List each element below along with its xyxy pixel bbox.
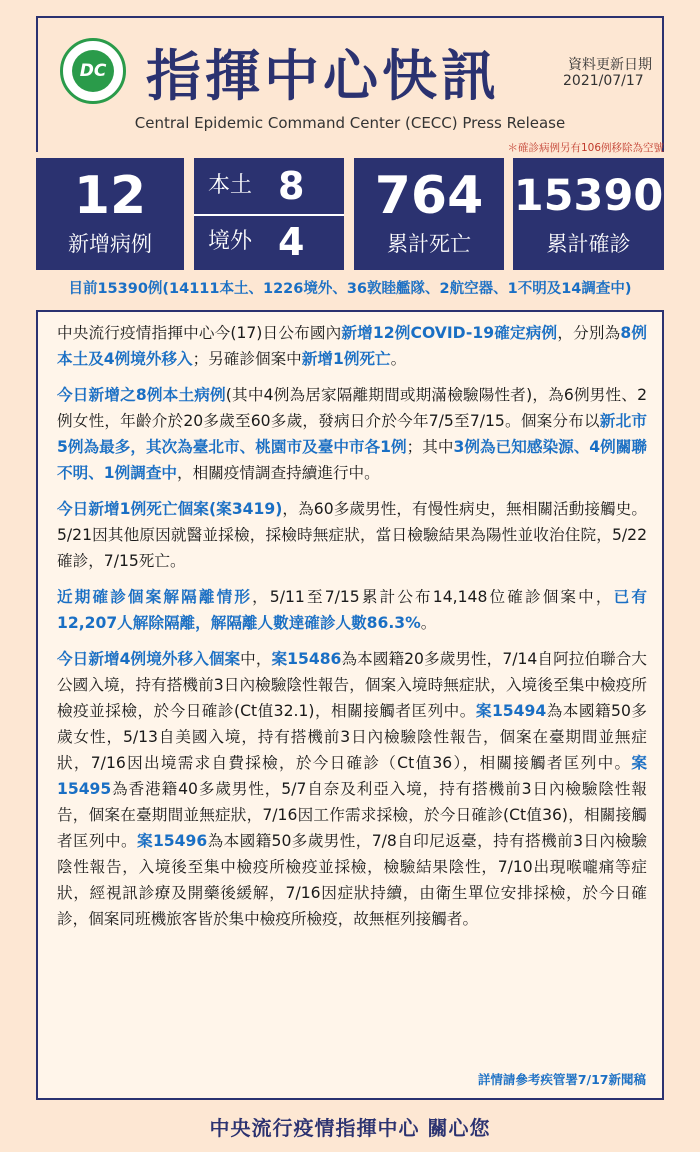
highlight-text: 近期確診個案解隔離情形 bbox=[57, 588, 253, 606]
highlight-text: 今日新增1例死亡個案(案3419) bbox=[57, 500, 283, 518]
body-text: 中央流行疫情指揮中心今(17)日公布國內 bbox=[57, 324, 342, 342]
update-date-value: 2021/07/17 bbox=[563, 73, 644, 89]
imported-label: 境外 bbox=[208, 229, 253, 254]
highlight-text: 已有12,207人解除隔離，解隔離人數達確診人數86.3% bbox=[57, 588, 647, 632]
body-text: 為本國籍20多歲男性，7/14自阿拉伯聯合大公國入境，持有搭機前3日內檢驗陰性報告，個案入境時無症狀，入境後至集中檢疫所檢疫並採檢，於今日確診(Ct值32.1)，相關接觸者匡列中。 bbox=[57, 650, 647, 720]
paragraph-2 bbox=[57, 382, 647, 486]
deaths-value: 764 bbox=[374, 166, 484, 226]
highlight-text: 案15486 bbox=[271, 650, 342, 668]
cdc-logo-icon bbox=[60, 38, 126, 104]
stat-new-cases bbox=[36, 158, 184, 270]
local-row bbox=[194, 158, 344, 216]
body-text: ，為60多歲男性，有慢性病史，無相關活動接觸史。5/21因其他原因就醫並採檢，採檢時無症狀，當日檢驗結果為陽性並收治住院，5/22確診，7/15死亡。 bbox=[57, 500, 647, 570]
body-text: ，5/11至7/15累計公布14,148位確診個案中， bbox=[252, 588, 614, 606]
stat-deaths bbox=[354, 158, 504, 270]
new-cases-label: 新增病例 bbox=[68, 232, 152, 256]
highlight-text: 3例為已知感染源、4例關聯不明、1例調查中 bbox=[57, 438, 647, 482]
body-text: 為本國籍50多歲男性，7/8自印尼返臺，持有搭機前3日內檢驗陰性報告，入境後至集中檢疫所檢疫並採檢，檢驗結果陰性，7/10出現喉嚨痛等症狀，經視訊診療及開藥後緩解，7/16因症狀持續，由衛生單位安排採檢，於今日確診，個案同班機旅客皆於集中檢疫所檢疫，故無框列接觸者。 bbox=[57, 832, 647, 928]
page-title: 指揮中心快訊 bbox=[146, 44, 501, 108]
local-value: 8 bbox=[278, 164, 305, 208]
highlight-text: 新增1例死亡 bbox=[301, 350, 391, 368]
stat-local-imported bbox=[194, 158, 344, 270]
local-label: 本土 bbox=[208, 173, 253, 198]
logo-inner-circle bbox=[72, 50, 114, 92]
paragraph-3 bbox=[57, 496, 647, 574]
highlight-text: 今日新增之8例本土病例 bbox=[57, 386, 226, 404]
paragraph-4 bbox=[57, 584, 647, 636]
paragraph-1 bbox=[57, 320, 647, 372]
stat-confirmed bbox=[513, 158, 664, 270]
highlight-text: 案15496 bbox=[136, 832, 208, 850]
subtitle: Central Epidemic Command Center (CECC) Press Release bbox=[134, 114, 566, 132]
body-text: 為本國籍50多歲女性，5/13自美國入境，持有搭機前3日內檢驗陰性報告，個案在臺期間並無症狀，7/16因出境需求自費採檢，於今日確診（Ct值36），相關接觸者匡列中。 bbox=[57, 702, 647, 772]
deaths-label: 累計死亡 bbox=[387, 232, 471, 256]
content-box bbox=[36, 310, 664, 1100]
highlight-text: 新增12例COVID-19確定病例 bbox=[341, 324, 558, 342]
body-text: 為香港籍40多歲男性，5/7自奈及利亞入境，持有搭機前3日內檢驗陰性報告，個案在臺期間並無症狀，7/16因工作需求採檢，於今日確診(Ct值36)，相關接觸者匡列中。 bbox=[57, 780, 647, 850]
new-cases-value: 12 bbox=[73, 166, 147, 226]
confirmed-label: 累計確診 bbox=[546, 232, 631, 256]
highlight-text: 案15495 bbox=[57, 754, 647, 798]
body-text: (其中4例為居家隔離期間或期滿檢驗陽性者)，為6例男性、2例女性，年齡介於20多歲至60多歲，發病日介於今年7/5至7/15。個案分布以 bbox=[57, 386, 647, 430]
footer-slogan: 中央流行疫情指揮中心 關心您 bbox=[209, 1116, 491, 1140]
imported-row bbox=[194, 214, 344, 270]
highlight-text: 8例本土及4例境外移入 bbox=[57, 324, 647, 368]
body-text: 。 bbox=[420, 614, 437, 632]
body-text: 。 bbox=[390, 350, 407, 368]
highlight-text: 案15494 bbox=[475, 702, 547, 720]
highlight-text: 新北市5例為最多，其次為臺北市、桃園市及臺中市各1例 bbox=[57, 412, 647, 456]
body-text: 中， bbox=[240, 650, 272, 668]
body-text: ，分別為 bbox=[557, 324, 621, 342]
body-text: ；其中 bbox=[406, 438, 454, 456]
case-summary: 目前15390例(14111本土、1226境外、36敦睦艦隊、2航空器、1不明及14調查中) bbox=[68, 281, 632, 297]
confirmed-value: 15390 bbox=[513, 171, 664, 221]
imported-value: 4 bbox=[278, 220, 305, 264]
logo-text: DC bbox=[79, 61, 107, 81]
reference-footnote: 詳情請參考疾管署7/17新聞稿 bbox=[477, 1072, 646, 1087]
body-text: ，相關疫情調查持續進行中。 bbox=[177, 464, 380, 482]
update-date-label: 資料更新日期 bbox=[568, 57, 652, 73]
body-text: ；另確診個案中 bbox=[192, 350, 302, 368]
press-paragraphs bbox=[57, 320, 647, 942]
highlight-text: 今日新增4例境外移入個案 bbox=[57, 650, 241, 668]
removed-cases-note: ＊確診病例另有106例移除為空號 bbox=[507, 142, 664, 154]
paragraph-5 bbox=[57, 646, 647, 932]
